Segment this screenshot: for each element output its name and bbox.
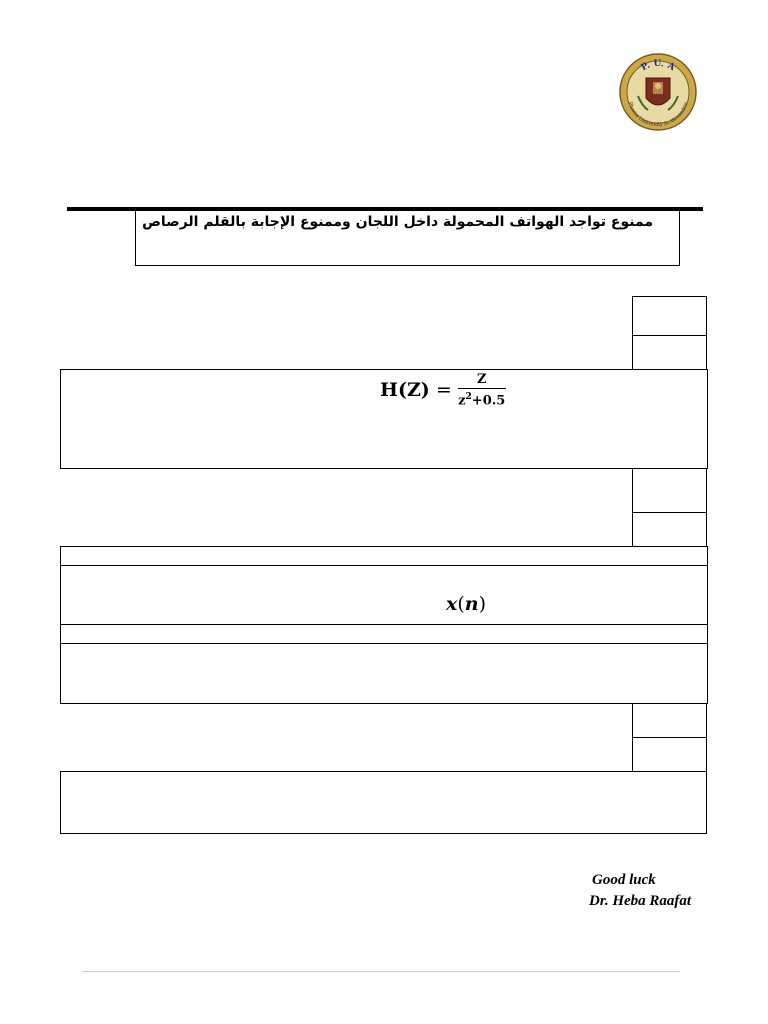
signal-close: ) <box>478 593 486 615</box>
mark-cell <box>632 703 707 738</box>
footer-rule <box>82 971 680 972</box>
denominator-base: z <box>458 393 466 409</box>
fraction-bar <box>458 388 506 389</box>
denominator-exponent: 2 <box>465 391 472 402</box>
question-box <box>60 565 708 625</box>
mark-cell <box>632 468 707 513</box>
question-header-row <box>60 624 708 644</box>
signal-open: ( <box>457 593 465 615</box>
signal-arg: n <box>464 593 479 615</box>
exam-notice: ممنوع تواجد الهواتف المحمولة داخل اللجان وممنوع الإجابة بالقلم الرصاص <box>142 214 653 230</box>
logo-text-top: P. U. A <box>639 58 677 74</box>
mark-cell <box>632 335 707 371</box>
author-name: Dr. Heba Raafat <box>589 893 692 909</box>
transfer-function <box>380 368 506 412</box>
signal-expression <box>446 593 486 615</box>
signal-var: x <box>446 593 458 615</box>
denominator-rest: +0.5 <box>471 393 506 409</box>
good-luck-text: Good luck <box>592 872 656 888</box>
mark-cell <box>632 512 707 548</box>
formula-denominator <box>458 390 505 408</box>
question-box <box>60 771 707 834</box>
university-seal-icon <box>618 52 698 132</box>
logo-text-ring: Pharos University in Alexandria <box>626 101 690 129</box>
formula-numerator: Z <box>476 371 487 387</box>
mark-cell <box>632 737 707 772</box>
signature <box>589 870 691 912</box>
mark-cell <box>632 296 707 336</box>
notice-box <box>135 210 680 266</box>
formula-lhs: H(Z) <box>380 379 430 401</box>
formula-fraction <box>458 372 506 408</box>
question-header-row <box>60 546 708 566</box>
formula-equals: = <box>435 379 452 401</box>
question-box <box>60 643 708 704</box>
